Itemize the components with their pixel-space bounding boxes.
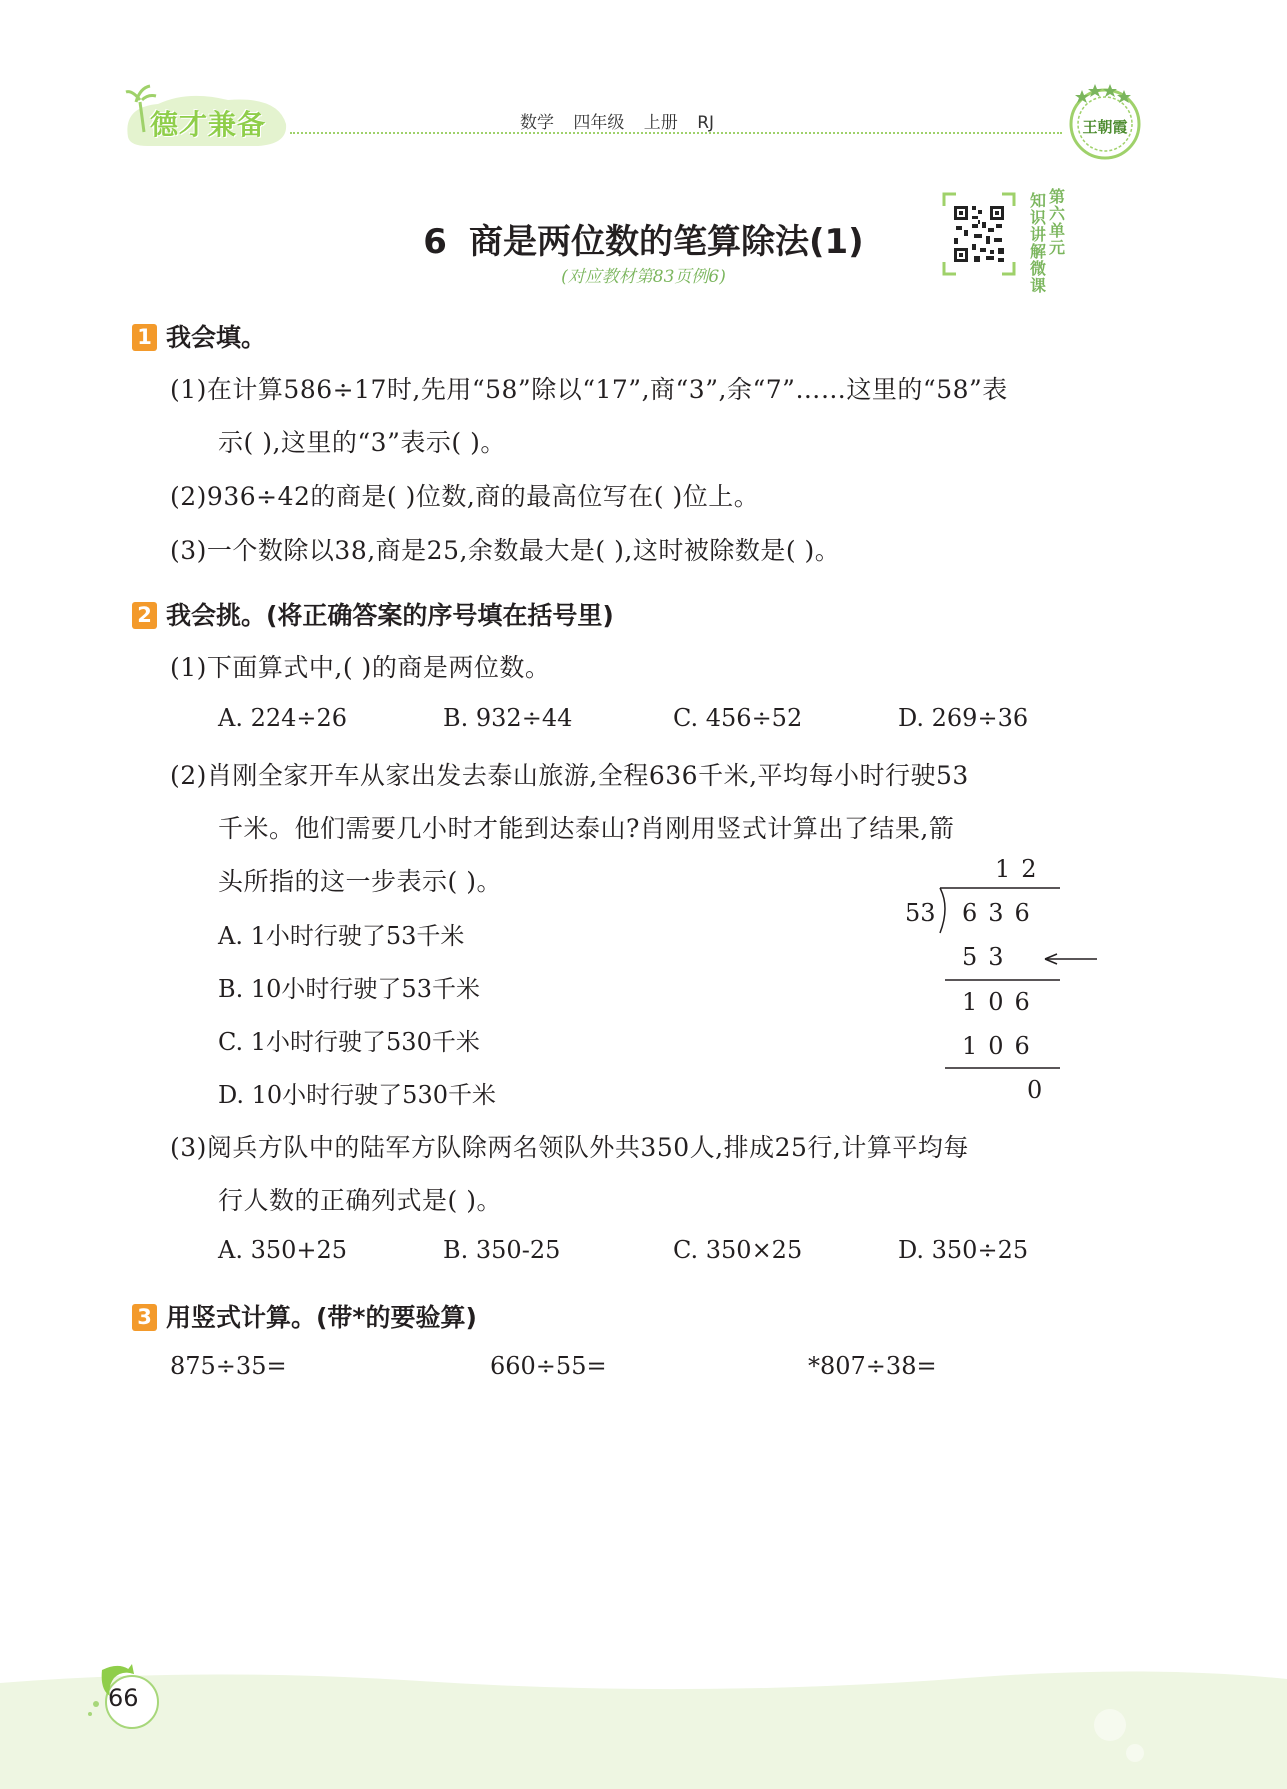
s1-q2: (2)936÷42的商是( )位数,商的最高位写在( )位上。 xyxy=(170,482,760,511)
division-step-3: 106 xyxy=(962,1032,1041,1060)
division-divisor: 53 xyxy=(905,899,936,927)
s2-q3-line2: 行人数的正确列式是( )。 xyxy=(218,1186,502,1215)
s1-q1-line1: (1)在计算586÷17时,先用“58”除以“17”,商“3”,余“7”……这里的“58”表 xyxy=(170,375,1008,404)
page-title xyxy=(0,214,1287,263)
s2-q2-option-a: A. 1小时行驶了53千米 xyxy=(218,922,465,950)
s2-q3-option-d: D. 350÷25 xyxy=(898,1236,1029,1264)
brand-logo-text: 德才兼备 xyxy=(150,108,267,141)
s2-q3-line1: (3)阅兵方队中的陆军方队除两名领队外共350人,排成25行,计算平均每 xyxy=(170,1133,969,1162)
footer-wave-decoration xyxy=(0,1665,1287,1789)
s2-q3-option-a: A. 350+25 xyxy=(218,1236,348,1264)
s2-q1-option-b: B. 932÷44 xyxy=(443,704,573,732)
division-quotient: 12 xyxy=(995,855,1048,883)
section-2-heading: 2 我会挑。(将正确答案的序号填在括号里) xyxy=(132,596,614,632)
s2-q2-option-c: C. 1小时行驶了530千米 xyxy=(218,1028,480,1056)
section-2-number: 2 xyxy=(132,602,157,629)
s2-q2-line1: (2)肖刚全家开车从家出发去泰山旅游,全程636千米,平均每小时行驶53 xyxy=(170,761,969,790)
section-1-heading: 1 我会填。 xyxy=(132,318,266,354)
svg-text:王朝霞: 王朝霞 xyxy=(1082,118,1128,136)
s2-q1-option-c: C. 456÷52 xyxy=(673,704,803,732)
s3-problem-3: *807÷38= xyxy=(808,1352,937,1380)
author-stamp-icon xyxy=(1062,78,1148,164)
section-3-heading: 3 用竖式计算。(带*的要验算) xyxy=(132,1298,477,1334)
lesson-number: 6 xyxy=(423,222,447,262)
s2-q1-option-d: D. 269÷36 xyxy=(898,704,1029,732)
micro-lesson-label: 知 识 讲 解 微 课 第 六 单 元 xyxy=(1030,187,1066,295)
section-1-number: 1 xyxy=(132,324,157,351)
textbook-reference: (对应教材第83页例6) xyxy=(561,267,726,287)
s1-q3: (3)一个数除以38,商是25,余数最大是( ),这时被除数是( )。 xyxy=(170,536,841,565)
book-meta: 数学 四年级 上册 RJ xyxy=(520,113,715,133)
s2-q2-option-d: D. 10小时行驶了530千米 xyxy=(218,1081,496,1109)
lesson-title: 商是两位数的笔算除法(1) xyxy=(468,222,864,262)
s2-q2-option-b: B. 10小时行驶了53千米 xyxy=(218,975,480,1003)
page-number: 66 xyxy=(108,1684,139,1712)
division-lines xyxy=(905,855,1095,1115)
s2-q2-line2: 千米。他们需要几小时才能到达泰山?肖刚用竖式计算出了结果,箭 xyxy=(218,814,955,843)
s3-problem-1: 875÷35= xyxy=(170,1352,287,1380)
s2-q1-option-a: A. 224÷26 xyxy=(218,704,348,732)
s1-q1-line2: 示( ),这里的“3”表示( )。 xyxy=(218,428,506,457)
division-remainder: 0 xyxy=(1027,1076,1054,1104)
division-dividend: 636 xyxy=(962,899,1041,927)
s2-q3-option-b: B. 350-25 xyxy=(443,1236,561,1264)
section-3-number: 3 xyxy=(132,1304,157,1331)
s2-q3-option-c: C. 350×25 xyxy=(673,1236,803,1264)
s2-q2-line3: 头所指的这一步表示( )。 xyxy=(218,867,502,896)
s2-q1: (1)下面算式中,( )的商是两位数。 xyxy=(170,653,551,682)
long-division xyxy=(905,855,1095,1115)
division-step-1: 53 xyxy=(962,943,1015,971)
arrow-icon xyxy=(1045,954,1097,964)
s3-problem-2: 660÷55= xyxy=(490,1352,607,1380)
division-step-2: 106 xyxy=(962,988,1041,1016)
qr-code-icon[interactable] xyxy=(942,192,1016,276)
